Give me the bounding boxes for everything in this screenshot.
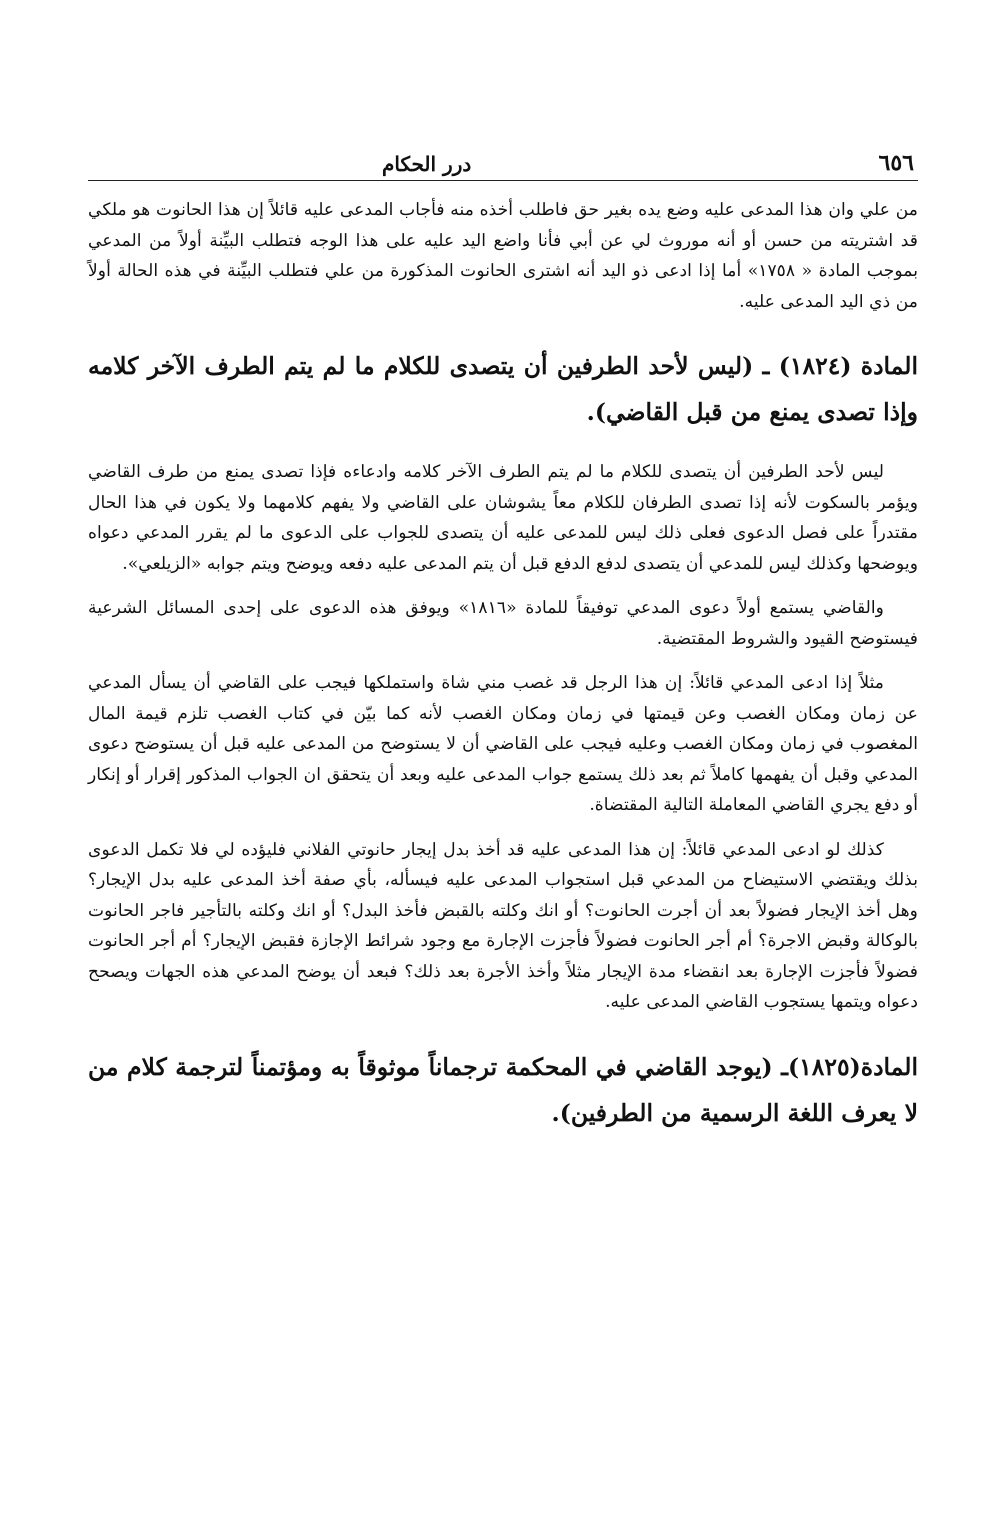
paragraph-judge-hearing: والقاضي يستمع أولاً دعوى المدعي توفيقاً للمادة «١٨١٦» ويوفق هذه الدعوى على إحدى المسائل الشرعية فيستوضح القيود والشروط المقتضية.	[88, 598, 918, 649]
page-header	[88, 140, 918, 181]
paragraph-example-rent: كذلك لو ادعى المدعي قائلاً: إن هذا المدعى عليه قد أخذ بدل إيجار حانوتي الفلاني فليؤده لي فلا تكمل الدعوى بذلك ويقتضي الاستيضاح من المدعي قبل استجواب المدعى عليه فيسأله، بأي صفة أخذ المدعى عليه بدل الإيجار؟ وهل أخذ الإيجار فضولاً بعد أن أجرت الحانوت؟ أو انك وكلته بالقبض فأخذ البدل؟ أو انك وكلته بالتأجير فاجر الحانوت بالوكالة وقبض الاجرة؟ أم أجر الحانوت فضولاً فأجزت الإجارة مع وجود شرائط الإجازة فقبض الإيجار؟ أم أجر الحانوت فضولاً فأجزت الإجارة بعد انقضاء مدة الإيجار مثلاً وأخذ الأجرة بعد ذلك؟ فبعد أن يوضح المدعي هذه الجهات ويصحح دعواه ويتمها يستجوب القاضي المدعى عليه.	[88, 839, 918, 1012]
paragraph-explanation: ليس لأحد الطرفين أن يتصدى للكلام ما لم يتم الطرف الآخر كلامه وادعاءه فإذا تصدى يمنع من طرف القاضي ويؤمر بالسكوت لأنه إذا تصدى الطرفان للكلام معاً يشوشان على القاضي ولا يفهم كلامهما ولا يكون في هذا الحال مقتدراً على فصل الدعوى فعلى ذلك ليس للمدعى عليه أن يتصدى للجواب على الدعوى ما لم يقرر المدعي دعواه ويوضحها وكذلك ليس للمدعي أن يتصدى لدفع الدفع قبل أن يتم المدعى عليه دفعه ويوضح ويتم جوابه «الزيلعي».	[88, 462, 918, 574]
article-1825-heading: المادة(١٨٢٥)ـ (يوجد القاضي في المحكمة ترجماناً موثوقاً به ومؤتمناً لترجمة كلام من لا يعرف اللغة الرسمية من الطرفين).	[88, 1052, 918, 1127]
paragraph-continuation: من علي وان هذا المدعى عليه وضع يده بغير حق فاطلب أخذه منه فأجاب المدعى عليه قائلاً إن هذا الحانوت هو ملكي قد اشتريته من حسن أو أنه موروث لي عن أبي فأنا واضع اليد عليه على هذا الوجه فتطلب البيِّنة أولاً من المدعي بموجب المادة « ١٧٥٨» أما إذا ادعى ذو اليد أنه اشترى الحانوت المذكورة من علي فتطلب البيِّنة في هذه الحالة أولاً من ذي اليد المدعى عليه.	[88, 200, 918, 312]
page-number: ٦٥٦	[878, 150, 914, 176]
article-1824-heading: المادة (١٨٢٤) ـ (ليس لأحد الطرفين أن يتصدى للكلام ما لم يتم الطرف الآخر كلامه وإذا تصدى يمنع من قبل القاضي).	[88, 352, 918, 426]
paragraph-example-usurpation: مثلاً إذا ادعى المدعي قائلاً: إن هذا الرجل قد غصب مني شاة واستملكها فيجب على القاضي أن يسأل المدعي عن زمان ومكان الغصب وعن قيمتها في زمان ومكان الغصب لأنه كما بيّن في كتاب الغصب تلزم قيمة المال المغصوب في زمان ومكان الغصب وعليه فيجب على القاضي أن لا يستوضح من المدعى عليه قبل أن يستوضح دعوى المدعي وقبل أن يفهمها كاملاً ثم بعد ذلك يستمع جواب المدعى عليه وبعد أن يتحقق ان الجواب المذكور إقرار أو إنكار أو دفع يجري القاضي المعاملة التالية المقتضاة.	[88, 673, 918, 815]
book-page	[88, 140, 918, 1158]
running-title: درر الحكام	[382, 152, 472, 176]
